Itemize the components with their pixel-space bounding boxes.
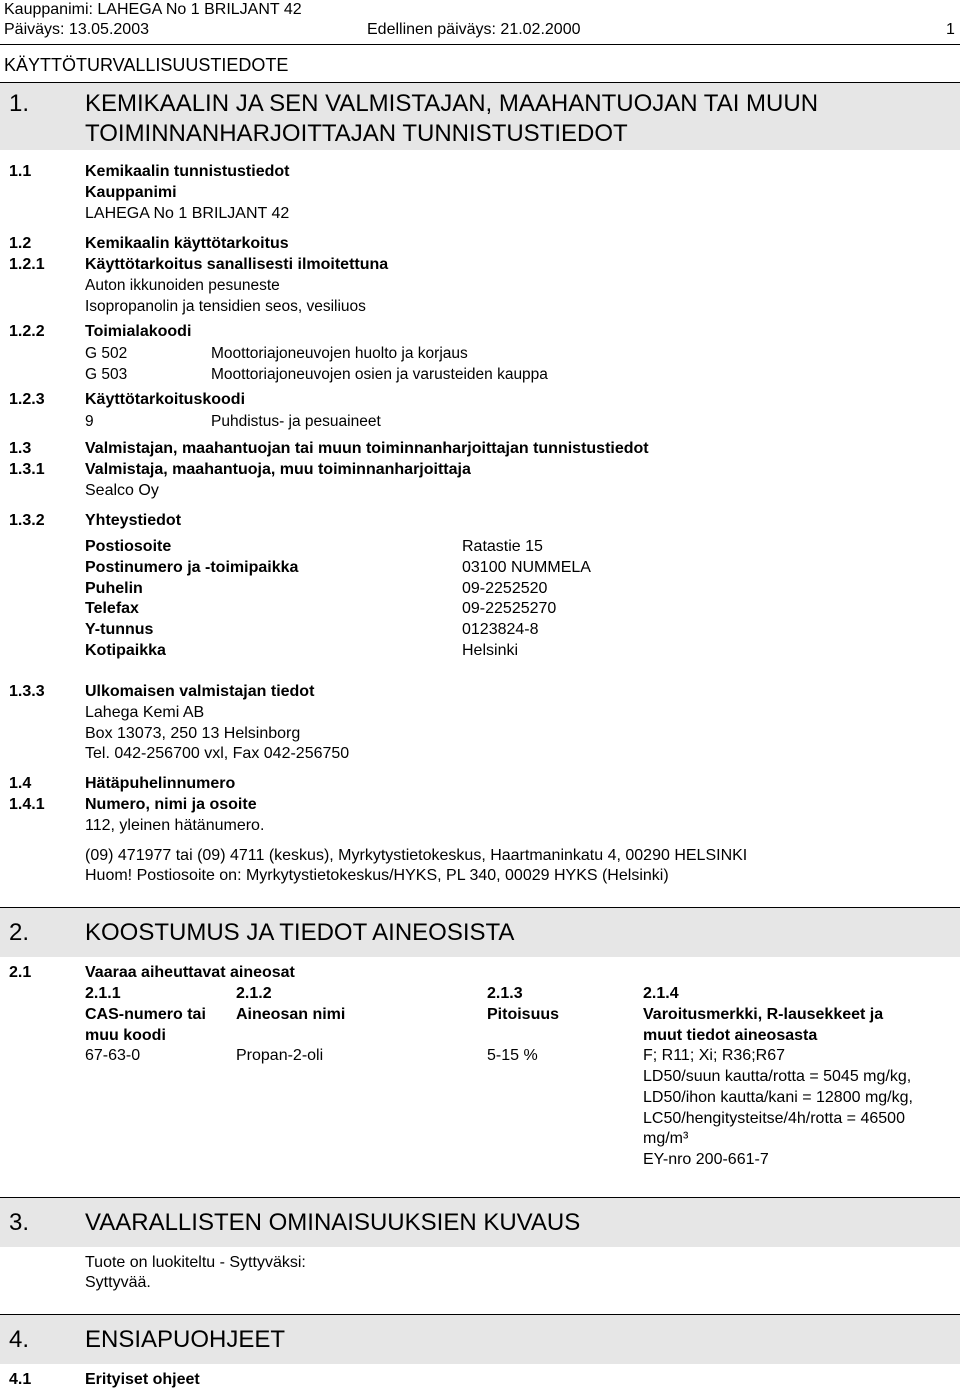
usage-line2: Isopropanolin ja tensidien seos, vesiliuos xyxy=(85,298,366,315)
poison-center-line: (09) 471977 tai (09) 4711 (keskus), Myrkytystietokeskus, Haartmaninkatu 4, 00290 HELSINKI xyxy=(85,847,748,864)
trade-name-label: Kauppanimi xyxy=(85,184,177,201)
section-3-title: VAARALLISTEN OMINAISUUKSIEN KUVAUS xyxy=(85,1209,581,1236)
hazard-header-line1: Varoitusmerkki, R-lausekkeet ja xyxy=(643,1006,884,1023)
s1-2-3-number: 1.2.3 xyxy=(9,391,45,408)
s1-3-2-number: 1.3.2 xyxy=(9,512,45,529)
concentration-header: Pitoisuus xyxy=(487,1006,560,1023)
trade-name-value: LAHEGA No 1 BRILJANT 42 xyxy=(85,205,290,222)
s1-4-1-title: Numero, nimi ja osoite xyxy=(85,796,257,813)
classification-line2: Syttyvää. xyxy=(85,1274,151,1291)
s2-1-title: Vaaraa aiheuttavat aineosat xyxy=(85,964,295,981)
section-1-number: 1. xyxy=(9,90,30,117)
s1-3-number: 1.3 xyxy=(9,440,32,457)
section-3-top-rule xyxy=(0,1197,960,1198)
classification-line1: Tuote on luokiteltu - Syttyväksi: xyxy=(85,1254,306,1271)
trade-name-header: Kauppanimi: LAHEGA No 1 BRILJANT 42 xyxy=(4,1,302,18)
hazard-info: LD50/ihon kautta/kani = 12800 mg/kg, xyxy=(643,1089,913,1106)
section-4-top-rule xyxy=(0,1314,960,1315)
s2-1-number: 2.1 xyxy=(9,964,32,981)
page-number: 1 xyxy=(946,21,955,38)
column-number: 2.1.4 xyxy=(643,985,679,1002)
s1-2-title: Kemikaalin käyttötarkoitus xyxy=(85,235,289,252)
contact-label: Postiosoite xyxy=(85,538,172,555)
hazard-info: mg/m³ xyxy=(643,1130,689,1147)
contact-value: 09-2252520 xyxy=(462,580,548,597)
section-2-number: 2. xyxy=(9,919,30,946)
industry-code: G 503 xyxy=(85,366,128,383)
s1-3-3-number: 1.3.3 xyxy=(9,683,45,700)
s1-3-title: Valmistajan, maahantuojan tai muun toiminnanharjoittajan tunnistustiedot xyxy=(85,440,649,457)
s4-1-title: Erityiset ohjeet xyxy=(85,1371,200,1388)
contact-label: Puhelin xyxy=(85,580,143,597)
s1-3-2-title: Yhteystiedot xyxy=(85,512,182,529)
contact-label: Y-tunnus xyxy=(85,621,154,638)
industry-desc: Moottoriajoneuvojen huolto ja korjaus xyxy=(211,345,468,362)
contact-value: Ratastie 15 xyxy=(462,538,543,555)
foreign-manufacturer-line3: Tel. 042-256700 vxl, Fax 042-256750 xyxy=(85,745,350,762)
hazard-header-line2: muut tiedot aineosasta xyxy=(643,1027,818,1044)
s1-1-title: Kemikaalin tunnistustiedot xyxy=(85,163,290,180)
previous-date-header: Edellinen päiväys: 21.02.2000 xyxy=(367,21,581,38)
contact-value: 03100 NUMMELA xyxy=(462,559,591,576)
contact-label: Telefax xyxy=(85,600,139,617)
emergency-number: 112, yleinen hätänumero. xyxy=(85,817,265,834)
contact-value: Helsinki xyxy=(462,642,519,659)
s1-4-1-number: 1.4.1 xyxy=(9,796,45,813)
concentration: 5-15 % xyxy=(487,1047,538,1064)
section-4-title: ENSIAPUOHJEET xyxy=(85,1326,286,1353)
usage-line1: Auton ikkunoiden pesuneste xyxy=(85,277,280,294)
contact-label: Kotipaikka xyxy=(85,642,166,659)
s4-1-number: 4.1 xyxy=(9,1371,32,1388)
section-1-top-rule xyxy=(0,82,960,83)
s1-2-1-title: Käyttötarkoitus sanallisesti ilmoitettuna xyxy=(85,256,389,273)
s1-4-title: Hätäpuhelinnumero xyxy=(85,775,236,792)
s1-1-number: 1.1 xyxy=(9,163,32,180)
hazard-info: LC50/hengitysteitse/4h/rotta = 46500 xyxy=(643,1110,905,1127)
foreign-manufacturer-line2: Box 13073, 250 13 Helsinborg xyxy=(85,725,301,742)
document-title: KÄYTTÖTURVALLISUUSTIEDOTE xyxy=(4,55,289,75)
industry-desc: Moottoriajoneuvojen osien ja varusteiden kauppa xyxy=(211,366,548,383)
industry-code: G 502 xyxy=(85,345,128,362)
s1-2-1-number: 1.2.1 xyxy=(9,256,45,273)
section-4-number: 4. xyxy=(9,1326,30,1353)
s1-3-1-number: 1.3.1 xyxy=(9,461,45,478)
hazard-info: LD50/suun kautta/rotta = 5045 mg/kg, xyxy=(643,1068,912,1085)
section-2-top-rule xyxy=(0,907,960,908)
column-number: 2.1.2 xyxy=(236,985,272,1002)
manufacturer-name: Sealco Oy xyxy=(85,482,159,499)
header-divider xyxy=(0,44,960,45)
cas-number: 67-63-0 xyxy=(85,1047,141,1064)
contact-value: 09-22525270 xyxy=(462,600,557,617)
section-1-title-line1: KEMIKAALIN JA SEN VALMISTAJAN, MAAHANTUOJAN TAI MUUN xyxy=(85,90,819,117)
s1-3-1-title: Valmistaja, maahantuoja, muu toiminnanharjoittaja xyxy=(85,461,471,478)
s1-2-2-title: Toimialakoodi xyxy=(85,323,192,340)
usage-code-desc: Puhdistus- ja pesuaineet xyxy=(211,413,381,430)
s1-2-2-number: 1.2.2 xyxy=(9,323,45,340)
hazard-info: F; R11; Xi; R36;R67 xyxy=(643,1047,785,1064)
section-3-number: 3. xyxy=(9,1209,30,1236)
date-header: Päiväys: 13.05.2003 xyxy=(4,21,149,38)
poison-center-postal-line: Huom! Postiosoite on: Myrkytystietokeskus/HYKS, PL 340, 00029 HYKS (Helsinki) xyxy=(85,867,669,884)
contact-value: 0123824-8 xyxy=(462,621,539,638)
contact-label: Postinumero ja -toimipaikka xyxy=(85,559,299,576)
foreign-manufacturer-line1: Lahega Kemi AB xyxy=(85,704,205,721)
column-number: 2.1.1 xyxy=(85,985,121,1002)
s1-2-3-title: Käyttötarkoituskoodi xyxy=(85,391,246,408)
usage-code: 9 xyxy=(85,413,94,430)
cas-header-line1: CAS-numero tai xyxy=(85,1006,206,1023)
s1-2-number: 1.2 xyxy=(9,235,32,252)
ingredient-name: Propan-2-oli xyxy=(236,1047,324,1064)
column-number: 2.1.3 xyxy=(487,985,523,1002)
hazard-info: EY-nro 200-661-7 xyxy=(643,1151,769,1168)
ingredient-name-header: Aineosan nimi xyxy=(236,1006,346,1023)
s1-3-3-title: Ulkomaisen valmistajan tiedot xyxy=(85,683,315,700)
cas-header-line2: muu koodi xyxy=(85,1027,166,1044)
section-1-title-line2: TOIMINNANHARJOITTAJAN TUNNISTUSTIEDOT xyxy=(85,120,628,147)
s1-4-number: 1.4 xyxy=(9,775,32,792)
section-2-title: KOOSTUMUS JA TIEDOT AINEOSISTA xyxy=(85,919,515,946)
